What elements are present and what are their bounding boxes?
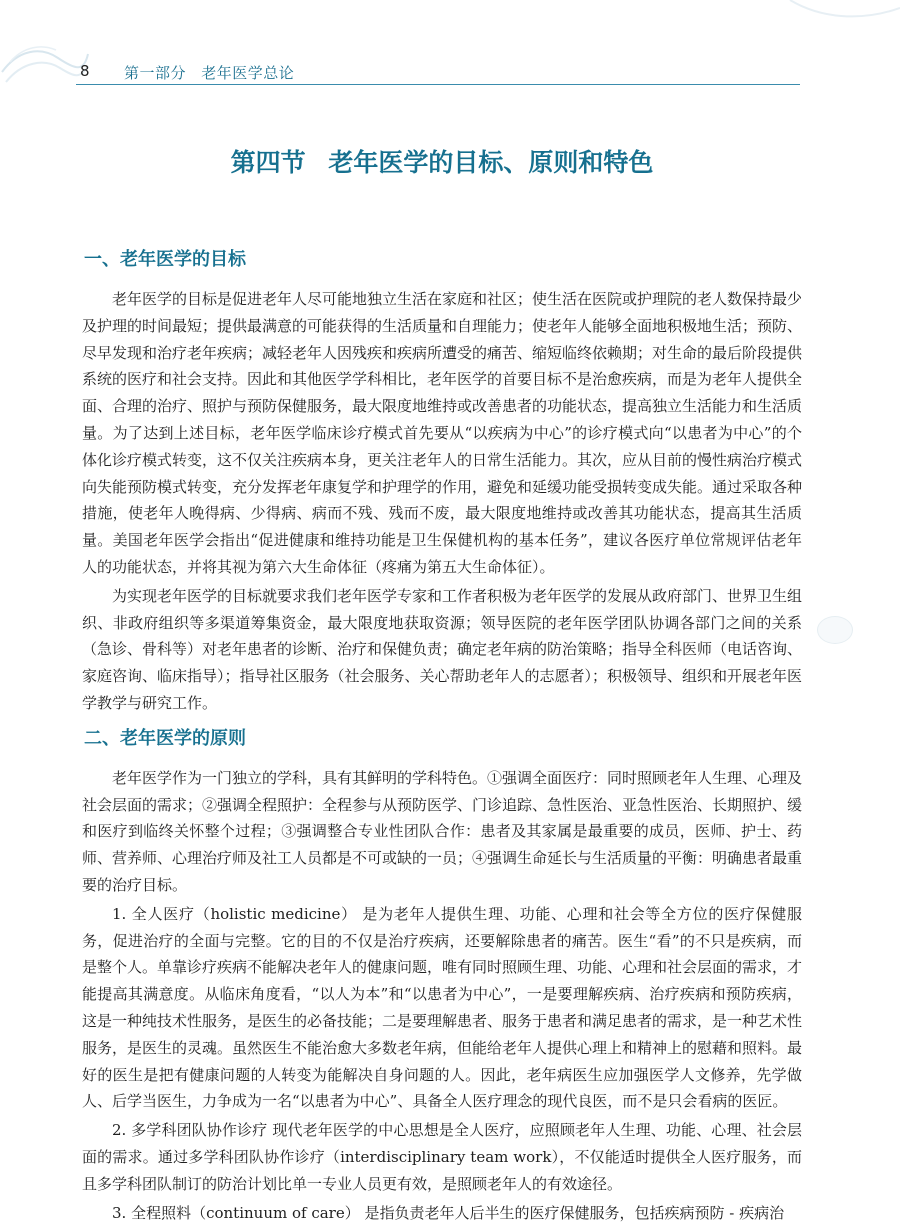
principles-paragraph: 老年医学作为一门独立的学科，具有其鲜明的学科特色。①强调全面医疗：同时照顾老年人生理、心理及社会层面的需求；②强调全程照护：全程参与从预防医学、门诊追踪、急性医治、亚急性医治、长期照护、缓和医疗到临终关怀整个过程；③强调整合专业性团队合作：患者及其家属是最重要的成员，医师、护士、药师、营养师、心理治疗师及社工人员都是不可或缺的一员；④强调生命延长与生活质量的平衡：明确患者最重要的治疗目标。 <box>82 768 803 894</box>
header-divider <box>76 84 800 85</box>
side-watermark-icon <box>817 616 853 644</box>
goals-heading: 一、老年医学的目标 <box>84 249 246 270</box>
page-header <box>0 0 900 100</box>
decorative-corner-icon <box>780 0 900 30</box>
principles-paragraph: 1. 全人医疗（holistic medicine） 是为老年人提供生理、功能、心理和社会等全方位的医疗保健服务，促进治疗的全面与完整。它的目的不仅是治疗疾病，还要解除患者的痛苦。医生“看”的不只是疾病，而是整个人。单靠诊疗疾病不能解决老年人的健康问题，唯有同时照顾生理、功能、心理和社会层面的需求，才能提高其满意度。从临床角度看，“以人为本”和“以患者为中心”，一是要理解疾病、治疗疾病和预防疾病，这是一种纯技术性服务，是医生的必备技能；二是要理解患者、服务于患者和满足患者的需求，是一种艺术性服务，是医生的灵魂。虽然医生不能治愈大多数老年病，但能给老年人提供心理上和精神上的慰藉和照料。最好的医生是把有健康问题的人转变为能解决自身问题的人。因此，老年病医生应加强医学人文修养，先学做人、后学当医生，力争成为一名“以患者为中心”、具备全人医疗理念的现代良医，而不是只会看病的医匠。 <box>82 904 803 1111</box>
decorative-swirl-icon <box>0 32 90 92</box>
page-number: 8 <box>80 62 90 80</box>
running-head: 第一部分 老年医学总论 <box>124 64 295 82</box>
goals-paragraph: 老年医学的目标是促进老年人尽可能地独立生活在家庭和社区；使生活在医院或护理院的老人数保持最少及护理的时间最短；提供最满意的可能获得的生活质量和自理能力；使老年人能够全面地积极地生活；预防、尽早发现和治疗老年疾病；减轻老年人因残疾和疾病所遭受的痛苦、缩短临终依赖期；对生命的最后阶段提供系统的医疗和社会支持。因此和其他医学学科相比，老年医学的首要目标不是治愈疾病，而是为老年人提供全面、合理的治疗、照护与预防保健服务，最大限度地维持或改善患者的功能状态，提高独立生活能力和生活质量。为了达到上述目标，老年医学临床诊疗模式首先要从“以疾病为中心”的诊疗模式向“以患者为中心”的个体化诊疗模式转变，这不仅关注疾病本身，更关注老年人的日常生活能力。其次，应从目前的慢性病治疗模式向失能预防模式转变，充分发挥老年康复学和护理学的作用，避免和延缓功能受损转变成失能。通过采取各种措施，使老年人晚得病、少得病、病而不残、残而不废，最大限度地维持或改善其功能状态，提高其生活质量。美国老年医学会指出“促进健康和维持功能是卫生保健机构的基本任务”，建议各医疗单位常规评估老年人的功能状态，并将其视为第六大生命体征（疼痛为第五大生命体征）。 <box>82 290 803 576</box>
principles-heading: 二、老年医学的原则 <box>84 727 246 749</box>
goals-paragraph: 为实现老年医学的目标就要求我们老年医学专家和工作者积极为老年医学的发展从政府部门、世界卫生组织、非政府组织等多渠道筹集资金，最大限度地获取资源；领导医院的老年医学团队协调各部门之间的关系（急诊、骨科等）对老年患者的诊断、治疗和保健负责；确定老年病的防治策略；指导全科医师（电话咨询、家庭咨询、临床指导）；指导社区服务（社会服务、关心帮助老年人的志愿者）；积极领导、组织和开展老年医学教学与研究工作。 <box>82 586 803 712</box>
page-content <box>82 140 802 1226</box>
principles-paragraph: 2. 多学科团队协作诊疗 现代老年医学的中心思想是全人医疗，应照顾老年人生理、功能、心理、社会层面的需求。通过多学科团队协作诊疗（interdisciplinary team work），不仅能适时提供全人医疗服务，而且多学科团队制订的防治计划比单一专业人员更有效，是照顾老年人的有效途径。 <box>82 1121 802 1193</box>
principles-paragraph: 3. 全程照料（continuum of care） 是指负责老年人后半生的医疗保健服务，包括疾病预防 - 疾病治 <box>112 1203 785 1222</box>
section-title: 第四节 老年医学的目标、原则和特色 <box>230 148 654 177</box>
